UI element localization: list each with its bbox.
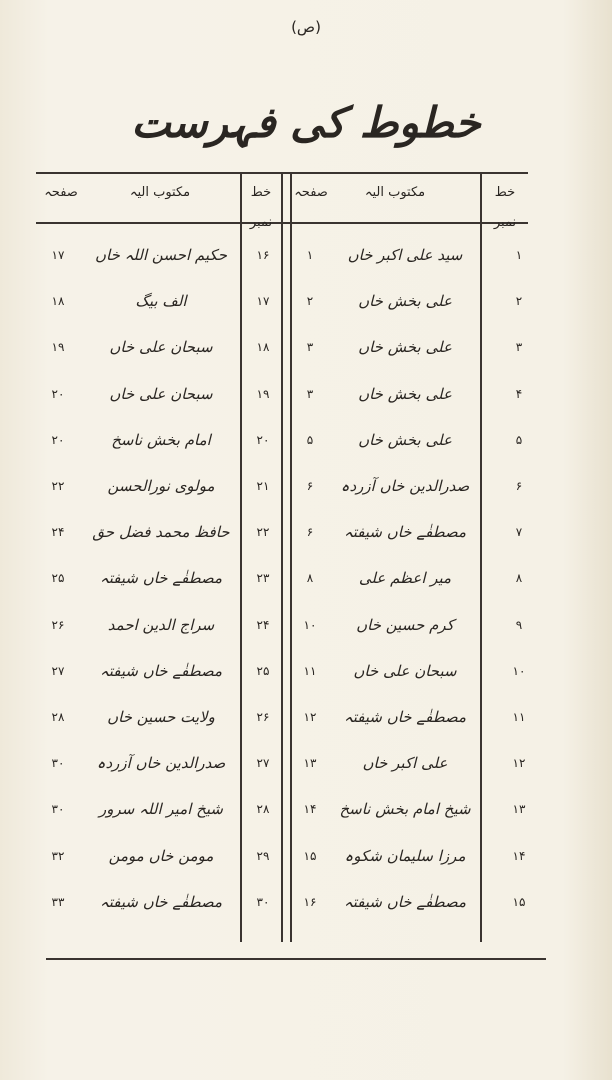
letter-no-cell: ۲۷ [256, 756, 270, 771]
page-cell: ۳۰ [51, 802, 65, 817]
table-row [0, 420, 612, 460]
letter-no-cell: ۲۸ [256, 802, 270, 817]
letter-no-cell: ۳ [515, 340, 523, 355]
table-row [0, 651, 612, 691]
page-cell: ۲۷ [51, 663, 65, 678]
page-cell: ۵ [306, 432, 314, 447]
addressee-cell: صدرالدین خاں آزردہ [96, 754, 226, 773]
addressee-cell: الف بیگ [135, 292, 187, 311]
addressee-cell: مصطفٰے خاں شیفتہ [343, 708, 467, 726]
addressee-cell: شیخ امیر اللہ سرور [99, 800, 223, 819]
table-row [0, 743, 612, 783]
letter-no-cell: ۱۷ [256, 294, 270, 309]
header-page: صفحہ [44, 185, 78, 200]
letter-no-cell: ۱۵ [512, 894, 526, 909]
letter-no-cell: ۲۹ [256, 848, 270, 863]
letter-no-cell: ۴ [515, 386, 523, 401]
addressee-cell: مومن خاں مومن [108, 846, 214, 865]
page-cell: ۸ [306, 571, 314, 586]
table-row [0, 836, 612, 876]
letter-no-cell: ۳۰ [256, 894, 270, 909]
page-cell: ۲۴ [51, 525, 65, 540]
header-addressee: مکتوب الیہ [129, 185, 191, 200]
letter-no-cell: ۷ [515, 525, 523, 540]
addressee-cell: سید علی اکبر خاں [347, 246, 463, 264]
letter-no-cell: ۲ [515, 294, 523, 309]
letter-no-cell: ۱۸ [256, 340, 270, 355]
table-row [0, 281, 612, 321]
page-cell: ۳۰ [51, 756, 65, 771]
letter-no-cell: ۹ [515, 617, 523, 632]
page-cell: ۳ [306, 340, 314, 355]
letter-no-cell: ۱۴ [512, 848, 526, 863]
page-cell: ۶ [306, 525, 314, 540]
page-cell: ۱۰ [303, 617, 317, 632]
addressee-cell: ولایت حسین خاں [107, 708, 215, 726]
addressee-cell: مصطفٰے خاں شیفتہ [99, 892, 223, 911]
letter-no-cell: ۲۳ [256, 571, 270, 586]
page-cell: ۱۳ [303, 756, 317, 771]
page-cell: ۲۸ [51, 710, 65, 724]
page-cell: ۲۵ [51, 571, 65, 586]
addressee-cell: مولوی نورالحسن [107, 477, 215, 495]
letter-no-cell: ۱ [515, 248, 523, 262]
addressee-cell: علی اکبر خاں [362, 754, 448, 773]
table-row [0, 466, 612, 506]
table-row [0, 235, 612, 275]
table-row [0, 605, 612, 645]
page-cell: ۲۰ [51, 386, 65, 401]
addressee-cell: صدرالدین خاں آزردہ [340, 477, 470, 495]
table-row [0, 512, 612, 552]
letter-no-cell: ۲۲ [256, 525, 270, 540]
table-row [0, 327, 612, 367]
page-cell: ۱۲ [303, 710, 317, 724]
page-cell: ۲۰ [51, 432, 65, 447]
addressee-cell: کرم حسین خاں [356, 615, 454, 634]
addressee-cell: مصطفٰے خاں شیفتہ [343, 892, 467, 911]
page-cell: ۳ [306, 386, 314, 401]
addressee-cell: علی بخش خاں [358, 292, 452, 311]
addressee-cell: علی بخش خاں [358, 384, 452, 403]
page-cell: ۱۵ [303, 848, 317, 863]
letter-no-cell: ۲۱ [256, 479, 270, 493]
page-cell: ۳۳ [51, 894, 65, 909]
addressee-cell: میر اعظم علی [358, 569, 452, 588]
addressee-cell: حکیم احسن اللہ خاں [95, 246, 227, 264]
page-title: خطوط کی فہرست [131, 98, 481, 147]
header-letter-no: خط نمبر [493, 185, 517, 230]
addressee-cell: علی بخش خاں [358, 430, 452, 449]
page-cell: ۱ [306, 248, 314, 262]
letter-no-cell: ۱۱ [512, 710, 526, 724]
table-bottom-rule [46, 958, 546, 960]
page-cell: ۱۶ [303, 894, 317, 909]
letter-no-cell: ۵ [515, 432, 523, 447]
addressee-cell: سبحان علی خاں [353, 661, 457, 680]
table-row [0, 789, 612, 829]
header-letter-no: خط نمبر [249, 185, 273, 230]
table-row [0, 697, 612, 737]
letter-no-cell: ۲۴ [256, 617, 270, 632]
table-row [0, 374, 612, 414]
page-cell: ۱۸ [51, 294, 65, 309]
addressee-cell: علی بخش خاں [358, 338, 452, 357]
addressee-cell: سبحان علی خاں [109, 338, 213, 357]
page-cell: ۶ [306, 479, 314, 493]
letter-no-cell: ۱۹ [256, 386, 270, 401]
page-cell: ۱۴ [303, 802, 317, 817]
page-cell: ۲۶ [51, 617, 65, 632]
letter-no-cell: ۱۲ [512, 756, 526, 771]
letter-no-cell: ۲۵ [256, 663, 270, 678]
addressee-cell: مصطفٰے خاں شیفتہ [99, 661, 223, 680]
addressee-cell: حافظ محمد فضل حق [92, 523, 230, 542]
page-cell: ۱۷ [51, 248, 65, 262]
page-cell: ۳۲ [51, 848, 65, 863]
letter-no-cell: ۱۳ [512, 802, 526, 817]
header-page: صفحہ [294, 185, 328, 200]
table-row [0, 882, 612, 922]
letter-no-cell: ۱۶ [256, 248, 270, 262]
letter-no-cell: ۲۶ [256, 710, 270, 724]
addressee-cell: مصطفٰے خاں شیفتہ [99, 569, 223, 588]
letter-no-cell: ۶ [515, 479, 523, 493]
page-cell: ۱۹ [51, 340, 65, 355]
letter-no-cell: ۱۰ [512, 663, 526, 678]
page-cell: ۲ [306, 294, 314, 309]
page-cell: ۲۲ [51, 479, 65, 493]
addressee-cell: شیخ امام بخش ناسخ [339, 800, 471, 819]
addressee-cell: سراج الدین احمد [107, 615, 215, 634]
addressee-cell: مرزا سلیمان شکوہ [344, 846, 466, 865]
page-cell: ۱۱ [303, 663, 317, 678]
page-number: (ص) [291, 18, 321, 36]
addressee-cell: مصطفٰے خاں شیفتہ [343, 523, 467, 542]
addressee-cell: سبحان علی خاں [109, 384, 213, 403]
letter-no-cell: ۲۰ [256, 432, 270, 447]
header-addressee: مکتوب الیہ [364, 185, 426, 200]
addressee-cell: امام بخش ناسخ [111, 430, 211, 449]
letter-no-cell: ۸ [515, 571, 523, 586]
table-row [0, 558, 612, 598]
